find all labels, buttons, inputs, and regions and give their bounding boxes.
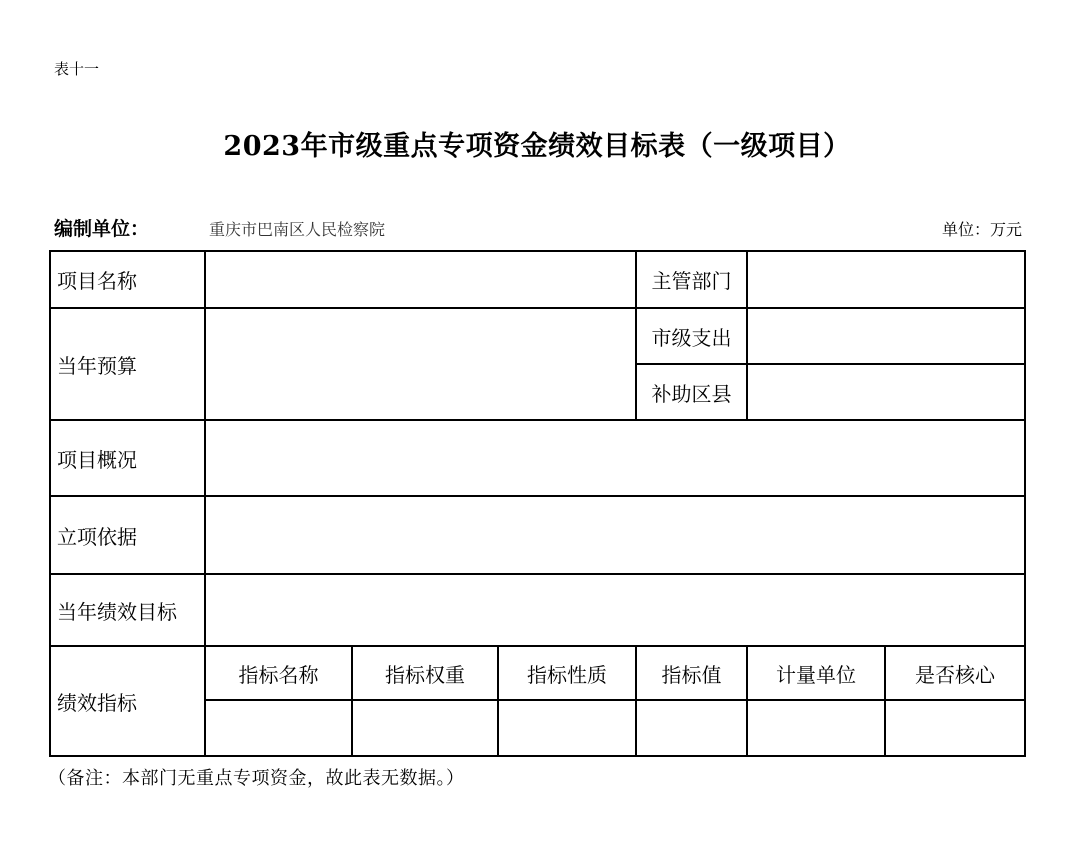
cell-is-core bbox=[885, 700, 1025, 756]
header-indicator-name: 指标名称 bbox=[205, 646, 352, 700]
row-indicator-headers bbox=[50, 646, 1025, 700]
label-annual-budget: 当年预算 bbox=[50, 308, 205, 420]
currency-unit-label: 单位：万元 bbox=[941, 220, 1022, 239]
value-city-expense bbox=[747, 308, 1025, 364]
value-annual-budget bbox=[205, 308, 636, 420]
label-indicators: 绩效指标 bbox=[50, 646, 205, 756]
label-city-expense: 市级支出 bbox=[636, 308, 747, 364]
header-indicator-weight: 指标权重 bbox=[352, 646, 498, 700]
page-title: 2023年市级重点专项资金绩效目标表（一级项目） bbox=[223, 131, 851, 162]
compiling-unit-value: 重庆市巴南区人民检察院 bbox=[209, 220, 386, 239]
cell-indicator-nature bbox=[498, 700, 636, 756]
header-indicator-value: 指标值 bbox=[636, 646, 747, 700]
header-measurement-unit: 计量单位 bbox=[747, 646, 885, 700]
row-project-name bbox=[50, 251, 1025, 308]
value-department bbox=[747, 251, 1025, 308]
label-project-overview: 项目概况 bbox=[50, 420, 205, 496]
meta-row bbox=[54, 214, 1022, 240]
label-district-subsidy: 补助区县 bbox=[636, 364, 747, 420]
header-indicator-nature: 指标性质 bbox=[498, 646, 636, 700]
header-is-core: 是否核心 bbox=[885, 646, 1025, 700]
row-project-overview bbox=[50, 420, 1025, 496]
value-district-subsidy bbox=[747, 364, 1025, 420]
cell-indicator-weight bbox=[352, 700, 498, 756]
cell-measurement-unit bbox=[747, 700, 885, 756]
label-project-basis: 立项依据 bbox=[50, 496, 205, 574]
label-project-name: 项目名称 bbox=[50, 251, 205, 308]
label-annual-goal: 当年绩效目标 bbox=[50, 574, 205, 646]
label-department: 主管部门 bbox=[636, 251, 747, 308]
cell-indicator-value bbox=[636, 700, 747, 756]
value-project-name bbox=[205, 251, 636, 308]
row-project-basis bbox=[50, 496, 1025, 574]
value-annual-goal bbox=[205, 574, 1025, 646]
row-city-expense bbox=[50, 308, 1025, 364]
value-project-overview bbox=[205, 420, 1025, 496]
table-number: 表十一 bbox=[54, 60, 100, 78]
row-annual-goal bbox=[50, 574, 1025, 646]
footnote: （备注：本部门无重点专项资金，故此表无数据。） bbox=[48, 768, 465, 789]
cell-indicator-name bbox=[205, 700, 352, 756]
value-project-basis bbox=[205, 496, 1025, 574]
performance-goal-table bbox=[49, 250, 1026, 757]
compiling-unit-label: 编制单位： bbox=[54, 218, 150, 240]
